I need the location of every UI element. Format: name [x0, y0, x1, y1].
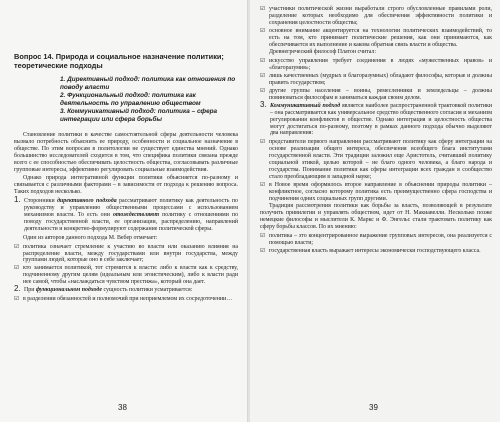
emphasis-text: директивного подхода [57, 198, 117, 205]
list-item [260, 28, 492, 49]
functional-approach-paragraph [14, 284, 238, 294]
weber-paragraph: Один из авторов данного подхода М. Вебер отмечает: [23, 234, 158, 241]
list-item-text: политика означает стремление к участию во власти или оказанию влияния на распределение власти, между государствами или внутри государства, между группами людей, которые оно в себе заключает; [23, 243, 238, 264]
checkbox-icon: ☑ [260, 139, 266, 146]
text-run: является наиболее распространенной трактовкой политики – она рассматривается как универсальное средство общественного согласия и механизм регулирования конфликтов в обществе. Однако интеграция и целостность общества могут достигаться по-разному, поэтому в рамках данного подхода обычно выделяют два направления: [270, 102, 492, 137]
approach-item: 2. Функциональный подход: политика как деятельность по управлению обществом [60, 92, 201, 107]
directive-approach-paragraph [14, 195, 239, 233]
checkbox-icon: ☑ [14, 265, 20, 272]
approach-item: 1. Директивный подход: политика как отношения по поводу власти [60, 76, 236, 91]
list-item [260, 58, 492, 72]
checkbox-icon: ☑ [260, 233, 266, 240]
page-number: 38 [118, 403, 127, 412]
list-item-text: участники политической жизни выработали строго обусловленные правилами роли, разделение которых необходимо для обеспечения эффективности политики и сохранения целостности общества; [269, 6, 492, 26]
list-item [260, 248, 492, 255]
text-run: сущность политики усматривается: [101, 287, 193, 294]
list-item-text: государственная власть выражает интересы экономически господствующего класса. [269, 247, 481, 254]
text-run: политику с отношениями по поводу государственной власти, ее организации, распределению, направлений деятельности и конкретно-формулируют содержание политической сферы. [24, 211, 239, 232]
list-item-text: лишь качественных (мудрых и благоразумных) обладают философы, которые и должны править государством; [269, 73, 492, 87]
list-item-text: в разделении обязанностей и полномочий при неприемлемом их сосредоточении… [23, 295, 233, 302]
plato-paragraph: Древнегреческий философ Платон считал: [269, 49, 377, 56]
list-item [14, 296, 238, 303]
paragraph-number: 1. [14, 195, 21, 205]
left-page [0, 0, 248, 422]
text-run: При [24, 287, 36, 294]
checkbox-icon: ☑ [260, 6, 266, 12]
list-item [260, 88, 492, 102]
list-item [260, 73, 492, 87]
right-page [250, 0, 500, 422]
text-run: рассматривают политику как деятельность по руководству и управлению общественными процессами с использованием механизмов власти. То есть они [24, 198, 238, 218]
checkbox-icon: ☑ [260, 27, 266, 34]
list-item-text: в Новое время оформилось второе направление в объяснении природы политики – конфликтное, согласно которому политика есть преимущественно сфера господства и подчинения одних социальных групп другими. [269, 181, 492, 202]
question-heading: Вопрос 14. Природа и социальное назначение политики; теоретические подходы [14, 52, 224, 70]
list-item-text: кто занимается политикой, тот стремится к власти: либо к власти как к средству, подчиненному другим целям (идеальным или эгоистическим), либо к власти ради нее самой, чтобы «наслаждаться чувством престижа», который она дает. [23, 265, 238, 286]
checkbox-icon: ☑ [14, 295, 20, 302]
checkbox-icon: ☑ [260, 58, 266, 65]
paragraph-number: 2. [14, 284, 21, 294]
list-item [14, 265, 238, 286]
list-item-text: основное внимание акцентируется на технологии политических взаимодействий, то есть на том, кто принимает политические решения, как они принимаются, как обеспечивается их выполнение и какова обратная связь власти и общества. [269, 27, 492, 48]
checkbox-icon: ☑ [260, 247, 266, 254]
checkbox-icon: ☑ [260, 181, 266, 188]
paragraph-number: 3. [260, 99, 267, 109]
list-item-text: другие группы населения – воины, ремесленники и земледельцы – должны повиноваться философам и заниматься каждая своим делом. [269, 87, 492, 101]
checkbox-icon: ☑ [260, 87, 266, 94]
checkbox-icon: ☑ [260, 73, 266, 80]
list-item [260, 233, 492, 247]
emphasis-text: функциональном подходе [35, 287, 102, 294]
list-item-text: представители первого направления рассматривают политику как сферу интеграции на основе реализации общего интереса, обеспечения всеобщего блага институтами государственной власти. Эти традиции заложил еще Аристотель, считавший политику социальной этикой, целью которой – не благо одного человека, а благо народа и государства. Понимание политики как сферы интеграции всех граждан в сообщество стало преобладающим в западной науке; [269, 139, 492, 180]
communicative-approach-paragraph [260, 99, 492, 138]
intro-paragraph: Однако природа интегративной функции политики объясняется по-разному и связывается с различными факторами – в зависимости от подхода к решению вопроса. Таких подходов несколько. [14, 175, 238, 196]
approach-item: 3. Коммуникативный подход: политика – сфера интеграции или сфера борьбы [60, 108, 218, 123]
list-item [260, 6, 492, 27]
list-item [260, 182, 492, 203]
checkbox-icon: ☑ [14, 243, 20, 250]
intro-paragraph: Становление политики в качестве самостоятельной сферы деятельности человека вызвало потребность объяснить ее природу, особенности и социальное назначение в обществе. По этим вопросам в политологии не существует единства мнений. Однако большинство исследователей сходится в том, что специфика политики связана прежде всего с ее способностью обеспечивать целостность общества, согласовывать различные групповые интересы, эффективно регулировать социальные взаимодействия. [14, 132, 238, 173]
text-run: Сторонники [24, 198, 58, 205]
emphasis-text: отождествляют [112, 211, 160, 218]
list-item [14, 244, 238, 265]
tradition-paragraph: Традиция рассмотрения политики как борьбы за власть, позволяющей в результате получить привилегии и управлять обществом, идет от Н. Макиавелли. Несколько позже немецкие философы и мыслители К. Маркс и Ф. Энгельс стали трактовать политику как сферу борьбы классов. По их мнению: [260, 203, 492, 231]
list-item [260, 139, 492, 180]
left-page-content [14, 52, 238, 304]
list-item-text: искусство управления требует соединения в людях «мужественных нравов» и «благоразумия»; [269, 58, 492, 72]
approaches-list [14, 76, 238, 124]
emphasis-text: Коммуникативный подход [270, 102, 341, 109]
page-number: 39 [369, 403, 378, 412]
right-page-content [260, 6, 492, 256]
list-item-text: политика – это концентрированное выражение групповых интересов, она реализуется с помощью власти; [269, 233, 492, 246]
